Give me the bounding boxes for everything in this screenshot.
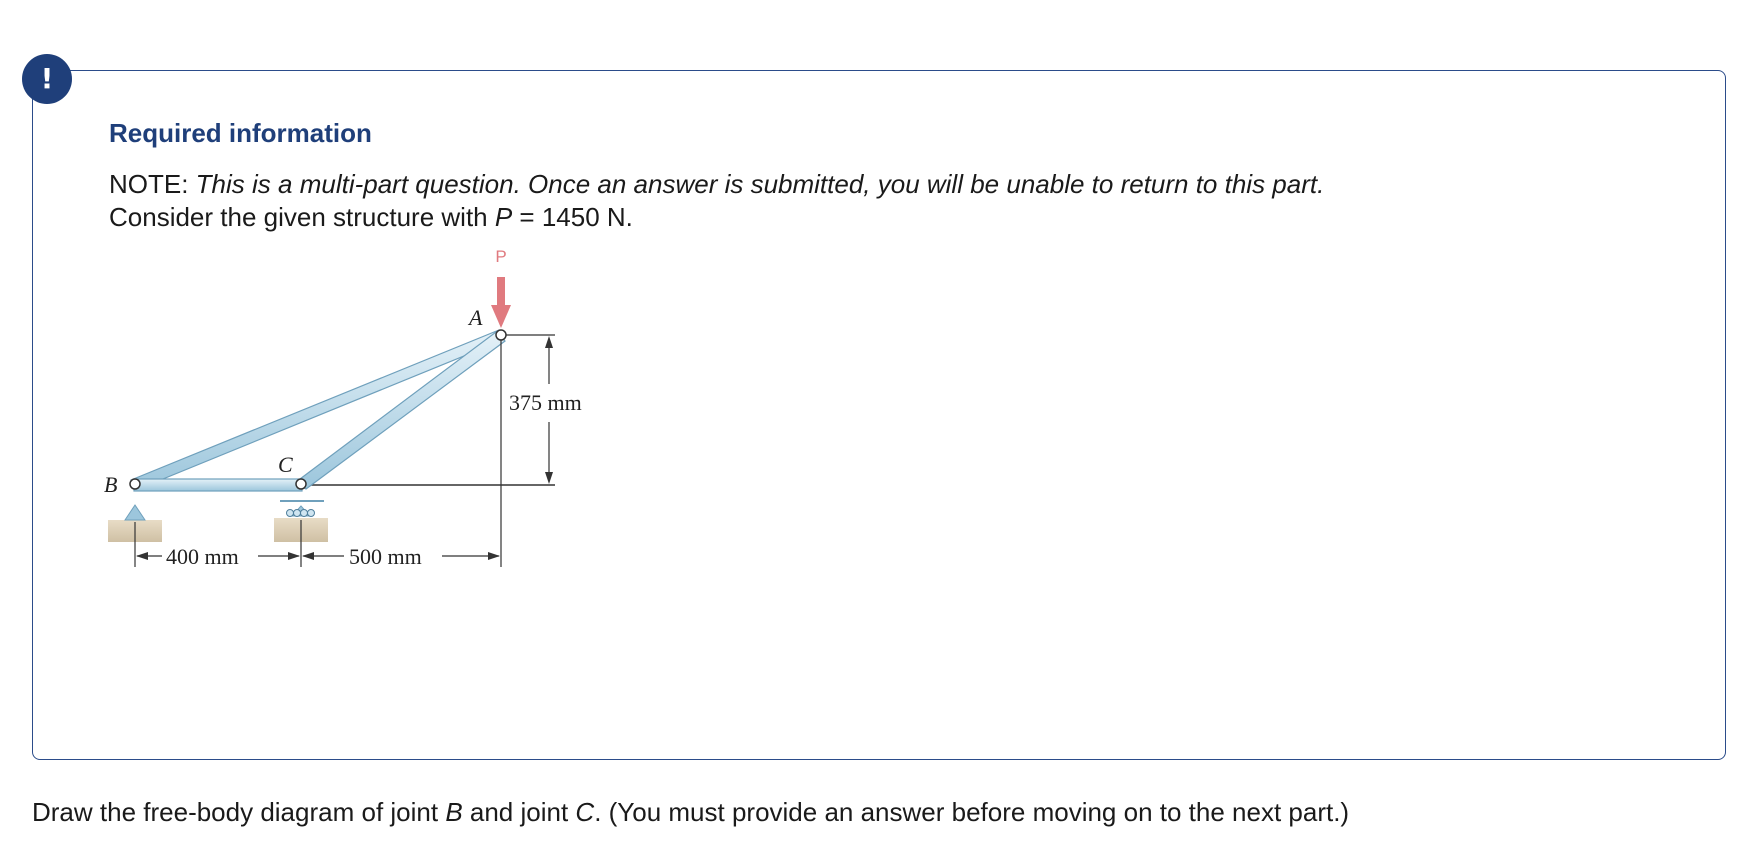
consider-prefix: Consider the given structure with bbox=[109, 202, 495, 232]
prompt-text-2: and joint bbox=[462, 797, 576, 827]
prompt-var-c: C bbox=[575, 797, 595, 827]
joint-a-pin bbox=[496, 330, 506, 340]
load-value: = 1450 N. bbox=[512, 202, 633, 232]
load-arrow-head bbox=[491, 305, 511, 328]
dim-right-label: 500 mm bbox=[349, 544, 422, 569]
dim-vertical-label: 375 mm bbox=[509, 390, 582, 415]
exclamation-icon: ! bbox=[22, 54, 72, 104]
dim-vertical-arrow-bottom bbox=[545, 472, 553, 484]
prompt-var-b: B bbox=[445, 797, 463, 827]
note-text bbox=[109, 167, 1324, 201]
structure-statement bbox=[109, 200, 633, 234]
load-label: P bbox=[495, 247, 507, 266]
dim-vertical-arrow-top bbox=[545, 336, 553, 348]
roller-1 bbox=[287, 510, 294, 517]
joint-b-pin bbox=[130, 479, 140, 489]
joint-b-label: B bbox=[104, 472, 118, 497]
roller-4 bbox=[308, 510, 315, 517]
pin-support-b bbox=[125, 505, 145, 520]
dim-left-label: 400 mm bbox=[166, 544, 239, 569]
prompt-text-3: . (You must provide an answer before moving on to the next part.) bbox=[594, 797, 1350, 827]
dim-right-arrow-b bbox=[488, 552, 500, 560]
dim-left-arrow-b bbox=[288, 552, 300, 560]
required-info-title: Required information bbox=[109, 118, 372, 148]
note-body: This is a multi-part question. Once an answer is submitted, you will be unable to return to this part. bbox=[195, 169, 1325, 199]
member-bc bbox=[134, 479, 302, 491]
prompt-text-1: Draw the free-body diagram of joint bbox=[32, 797, 446, 827]
joint-a-label: A bbox=[469, 305, 483, 330]
note-prefix: NOTE: bbox=[109, 169, 196, 199]
joint-c-label: C bbox=[278, 452, 293, 477]
load-variable: P bbox=[494, 202, 513, 232]
dim-left-arrow-a bbox=[136, 552, 148, 560]
joint-c-pin bbox=[296, 479, 306, 489]
load-arrow-shaft bbox=[497, 277, 505, 307]
question-prompt bbox=[32, 795, 1349, 829]
roller-3 bbox=[301, 510, 308, 517]
dim-right-arrow-a bbox=[302, 552, 314, 560]
roller-2 bbox=[294, 510, 301, 517]
truss-figure bbox=[100, 247, 700, 662]
